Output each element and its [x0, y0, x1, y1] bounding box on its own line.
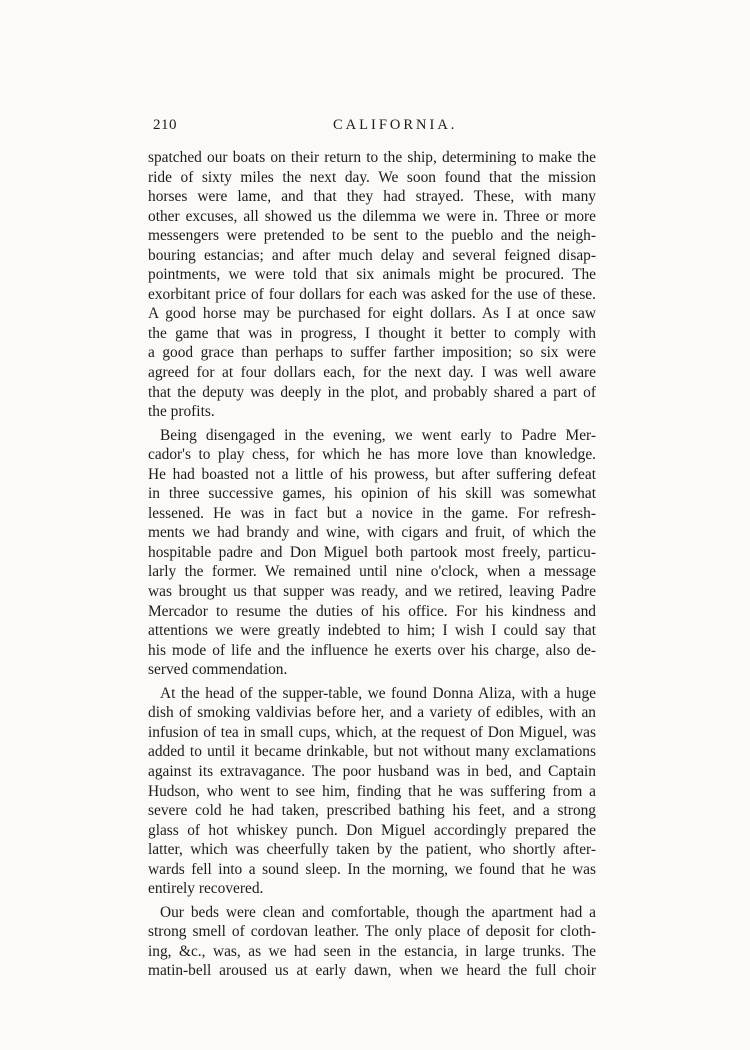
text-line: entirely recovered. [148, 880, 264, 898]
body-text [148, 148, 596, 981]
text-line: a good grace than perhaps to suffer farther imposition; so six were [148, 344, 596, 362]
running-head [153, 117, 593, 141]
text-line: strong smell of cordovan leather. The only place of deposit for cloth- [148, 923, 596, 941]
text-line: against its extravagance. The poor husband was in bed, and Captain [148, 762, 596, 780]
text-line: served commendation. [148, 661, 288, 679]
text-line: exorbitant price of four dollars for each was asked for the use of these. [148, 285, 596, 303]
text-line: attentions we were greatly indebted to him; I wish I could say that [148, 622, 596, 640]
text-line: cador's to play chess, for which he has more love than knowledge. [148, 446, 596, 464]
text-line: Mercador to resume the duties of his office. For his kindness and [148, 602, 596, 620]
text-line: other excuses, all showed us the dilemma we were in. Three or more [148, 207, 596, 225]
text-line: pointments, we were told that six animals might be procured. The [148, 266, 596, 284]
text-line: larly the former. We remained until nine o'clock, when a message [148, 563, 596, 581]
text-line: ments we had brandy and wine, with cigars and fruit, of which the [148, 524, 596, 542]
text-line: ride of sixty miles the next day. We soon found that the mission [148, 168, 596, 186]
text-line: that the deputy was deeply in the plot, and probably shared a part of [148, 383, 596, 401]
text-line: Our beds were clean and comfortable, though the apartment had a [160, 903, 596, 921]
running-title: CALIFORNIA. [333, 117, 458, 133]
text-line: severe cold he had taken, prescribed bathing his feet, and a strong [148, 802, 596, 820]
text-line: the profits. [148, 403, 215, 421]
text-line: matin-bell aroused us at early dawn, when we heard the full choir [148, 962, 596, 980]
text-line: Hudson, who went to see him, finding that he was suffering from a [148, 782, 596, 800]
text-line: At the head of the supper-table, we found Donna Aliza, with a huge [160, 684, 596, 702]
text-line: latter, which was cheerfully taken by the patient, who shortly after- [148, 841, 596, 859]
text-line: agreed for at four dollars each, for the next day. I was well aware [148, 364, 596, 382]
text-line: A good horse may be purchased for eight dollars. As I at once saw [148, 305, 596, 323]
text-line: dish of smoking valdivias before her, and a variety of edibles, with an [148, 704, 596, 722]
text-line: infusion of tea in small cups, which, at the request of Don Miguel, was [148, 723, 596, 741]
text-line: added to until it became drinkable, but not without many exclamations [148, 743, 596, 761]
text-line: bouring estancias; and after much delay and several feigned disap- [148, 246, 596, 264]
text-line: He had boasted not a little of his prowess, but after suffering defeat [148, 465, 596, 483]
text-line: his mode of life and the influence he exerts over his charge, also de- [148, 641, 596, 659]
text-line: glass of hot whiskey punch. Don Miguel accordingly prepared the [148, 821, 596, 839]
text-line: ing, &c., was, as we had seen in the estancia, in large trunks. The [148, 942, 596, 960]
text-line: lessened. He was in fact but a novice in the game. For refresh- [148, 504, 596, 522]
text-line: was brought us that supper was ready, and we retired, leaving Padre [148, 583, 596, 601]
page-number: 210 [153, 117, 177, 133]
text-line: Being disengaged in the evening, we went early to Padre Mer- [160, 426, 596, 444]
text-line: wards fell into a sound sleep. In the morning, we found that he was [148, 860, 596, 878]
text-line: messengers were pretended to be sent to the pueblo and the neigh- [148, 227, 596, 245]
text-line: the game that was in progress, I thought it better to comply with [148, 324, 596, 342]
text-line: horses were lame, and that they had strayed. These, with many [148, 188, 596, 206]
text-line: spatched our boats on their return to the ship, determining to make the [148, 149, 596, 166]
text-line: in three successive games, his opinion of his skill was somewhat [148, 485, 596, 503]
text-line: hospitable padre and Don Miguel both partook most freely, particu- [148, 543, 596, 561]
